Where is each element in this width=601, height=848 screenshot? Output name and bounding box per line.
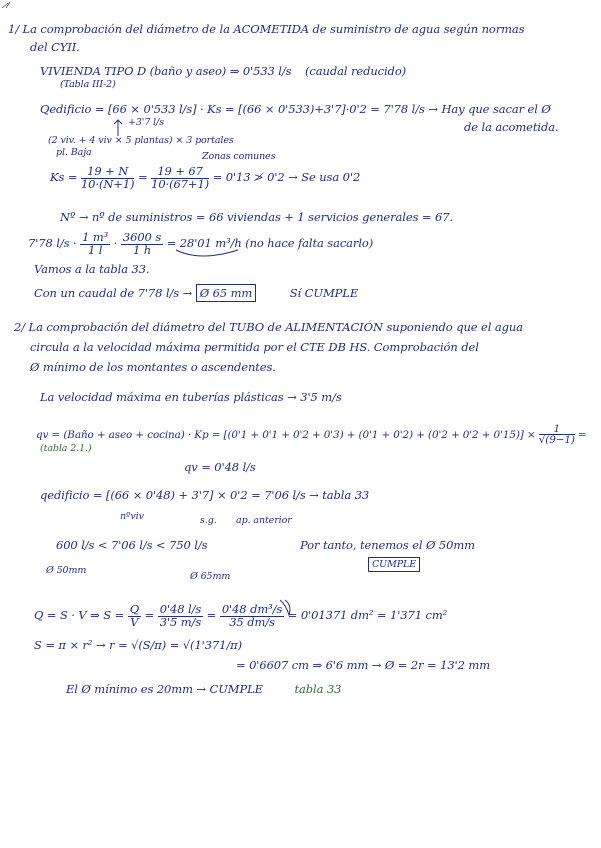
conv-frac2 [121, 232, 163, 256]
conv-frac1-num: 1 m³ [82, 230, 109, 244]
q-frac2-den: 3'5 m/s [159, 614, 202, 629]
qedificio-lhs: Qedificio = [40, 102, 105, 116]
s1-title-line1: 1/ La comprobación del diámetro de la ACOMETIDA de suministro de agua según normas [8, 22, 525, 36]
qv-equals: = [578, 428, 587, 441]
d65-label: Ø 65mm [190, 571, 231, 582]
final-line [66, 684, 341, 696]
q-frac1-den: V [130, 614, 139, 629]
ks-lhs: Ks = [50, 170, 78, 184]
vamos-tabla: Vamos a la tabla 33. [34, 262, 150, 276]
qedificio-body: [66 × 0'533 l/s] · Ks = [(66 × 0'533)+3'7]·0'2 = 7'78 l/s [108, 102, 425, 116]
conversion-eq: 7'78 l/s · $\frac{\text{1 m³}}{1 l}$ · $\frac{3600 s}{1 h}$ = 28'01 m³/h (no hace falta sacarlo) [28, 230, 374, 257]
ks-den-value: 10·(67+1) [151, 176, 210, 191]
q-start: Q = S · V ⇒ S = [34, 608, 125, 622]
conv-frac1-den: 1 l [87, 242, 103, 257]
label-nviv: nºviv [120, 511, 144, 522]
qv-body: qv = (Baño + aseo + cocina) · Kp = [(0'1 + 0'1 + 0'2 + 0'3) + (0'1 + 0'2) + (0'2 + 0'2 + 0'15)] × [36, 428, 536, 441]
s-root2: √(1'371/π) [182, 638, 242, 652]
annotation-pl-baja: pl. Baja [56, 147, 92, 158]
vivienda-desc: (baño y aseo) ⇒ 0'533 l/s [149, 64, 292, 78]
q-eq: Q = S · V ⇒ S = $\frac{Q}{V}$ = $\frac{0'48 l/s}{3'5 m/s}$ = $\frac{\text{0'48 dm³/s}}{35 dm/s}$ = 0'01371 dm² = 1'371 cm² [34, 602, 448, 629]
ks-num-general: 19 + N [81, 166, 134, 179]
vivienda-label [40, 66, 406, 78]
q-result: = 0'01371 dm² = 1'371 cm² [287, 608, 448, 622]
ks-num-value: 19 + 67 [151, 166, 209, 179]
qv-result: qv = 0'48 l/s [184, 460, 256, 474]
q-frac3-num: 0'48 dm³/s [221, 602, 283, 616]
por-tanto: Por tanto, tenemos el Ø 50mm [300, 538, 475, 552]
qv-frac-num: 1 [539, 424, 575, 435]
ks-eq: Ks = $\frac{19 + N}{10\cdot(N+1)}$ = $\frac{19 + 67}{10\cdot(67+1)}$ = 0'13 ≯ 0'2 → Se usa 0'2 [50, 164, 361, 191]
s2-title-line1: 2/ La comprobación del diámetro del TUBO de ALIMENTACIÓN suponiendo que el agua [14, 320, 523, 334]
qv-frac [539, 424, 575, 446]
q-frac2 [158, 604, 203, 628]
conv-start: 7'78 l/s · [28, 236, 77, 250]
qv-frac-den: √(9−1) [538, 434, 575, 447]
cumple-box-text: CUMPLE [368, 557, 420, 572]
s-eq: S = π × r² → r = √(S/π) = √(1'371/π) [34, 638, 242, 652]
si-cumple: Sí CUMPLE [289, 286, 359, 300]
diametro-box: Ø 65 mm [196, 284, 256, 302]
sub-3-7: +3'7 l/s [128, 117, 164, 128]
comparacion: 600 l/s < 7'06 l/s < 750 l/s [56, 538, 208, 552]
ks-frac-value [151, 166, 209, 190]
tabla-ref: (Tabla III-2) [60, 79, 116, 90]
tabla-2-1: (tabla 2.1.) [40, 443, 92, 454]
zonas-comunes: Zonas comunes [202, 151, 276, 162]
s1-title-line2: del CYII. [30, 40, 80, 54]
con-un-caudal [34, 288, 358, 300]
s2-title-line2: circula a la velocidad máxima permitida por el CTE DB HS. Comprobación del [30, 340, 479, 354]
caudal-reducido: (caudal reducido) [305, 64, 407, 78]
q-frac1 [128, 604, 141, 628]
ks-den-general: 10·(N+1) [80, 176, 135, 191]
s2-title-line3: Ø mínimo de los montantes o ascendentes. [30, 360, 276, 374]
final-text: El Ø mínimo es 20mm → CUMPLE [66, 682, 263, 696]
cumple-box [368, 560, 420, 570]
conv-frac1 [80, 232, 110, 256]
q-frac2-num: 0'48 l/s [159, 602, 202, 616]
hay-que-sacar: → Hay que sacar el Ø [428, 102, 551, 116]
q-frac3 [220, 604, 284, 628]
conv-result: = 28'01 m³/h (no hace falta sacarlo) [166, 236, 374, 250]
qedificio-eq [40, 104, 551, 116]
final-tabla: tabla 33 [294, 682, 342, 696]
ks-frac-general [81, 166, 134, 190]
velocidad-maxima: La velocidad máxima en tuberías plásticas → 3'5 m/s [40, 390, 342, 404]
de-la-acometida: de la acometida. [464, 120, 559, 134]
s-root1: √(S/π) [131, 638, 167, 652]
annotation-viviendas: (2 viv. + 4 viv × 5 plantas) × 3 portales [48, 135, 234, 146]
n-definition: Nº → nº de suministros = 66 viviendas + 1 servicios generales = 67. [60, 210, 453, 224]
conv-frac2-num: 3600 s [122, 230, 162, 244]
qv-eq [36, 424, 587, 446]
q-frac1-num: Q [129, 602, 140, 616]
label-sg: s.g. [200, 515, 217, 526]
qedificio-2: qedificio = [(66 × 0'48) + 3'7] × 0'2 = 7'06 l/s → tabla 33 [40, 488, 370, 502]
conv-frac2-den: 1 h [132, 242, 152, 257]
s-result: = 0'6607 cm ⇒ 6'6 mm → Ø = 2r = 13'2 mm [236, 658, 491, 672]
s-start: S = π × r² → r = [34, 638, 128, 652]
ks-result: = 0'13 ≯ 0'2 → Se usa 0'2 [212, 170, 361, 184]
q-frac3-den: 35 dm/s [229, 614, 275, 629]
d50-label: Ø 50mm [46, 565, 87, 576]
label-ap-anterior: ap. anterior [236, 515, 292, 526]
caudal-text: Con un caudal de 7'78 l/s → [34, 286, 193, 300]
vivienda-type: VIVIENDA TIPO D [40, 64, 147, 78]
